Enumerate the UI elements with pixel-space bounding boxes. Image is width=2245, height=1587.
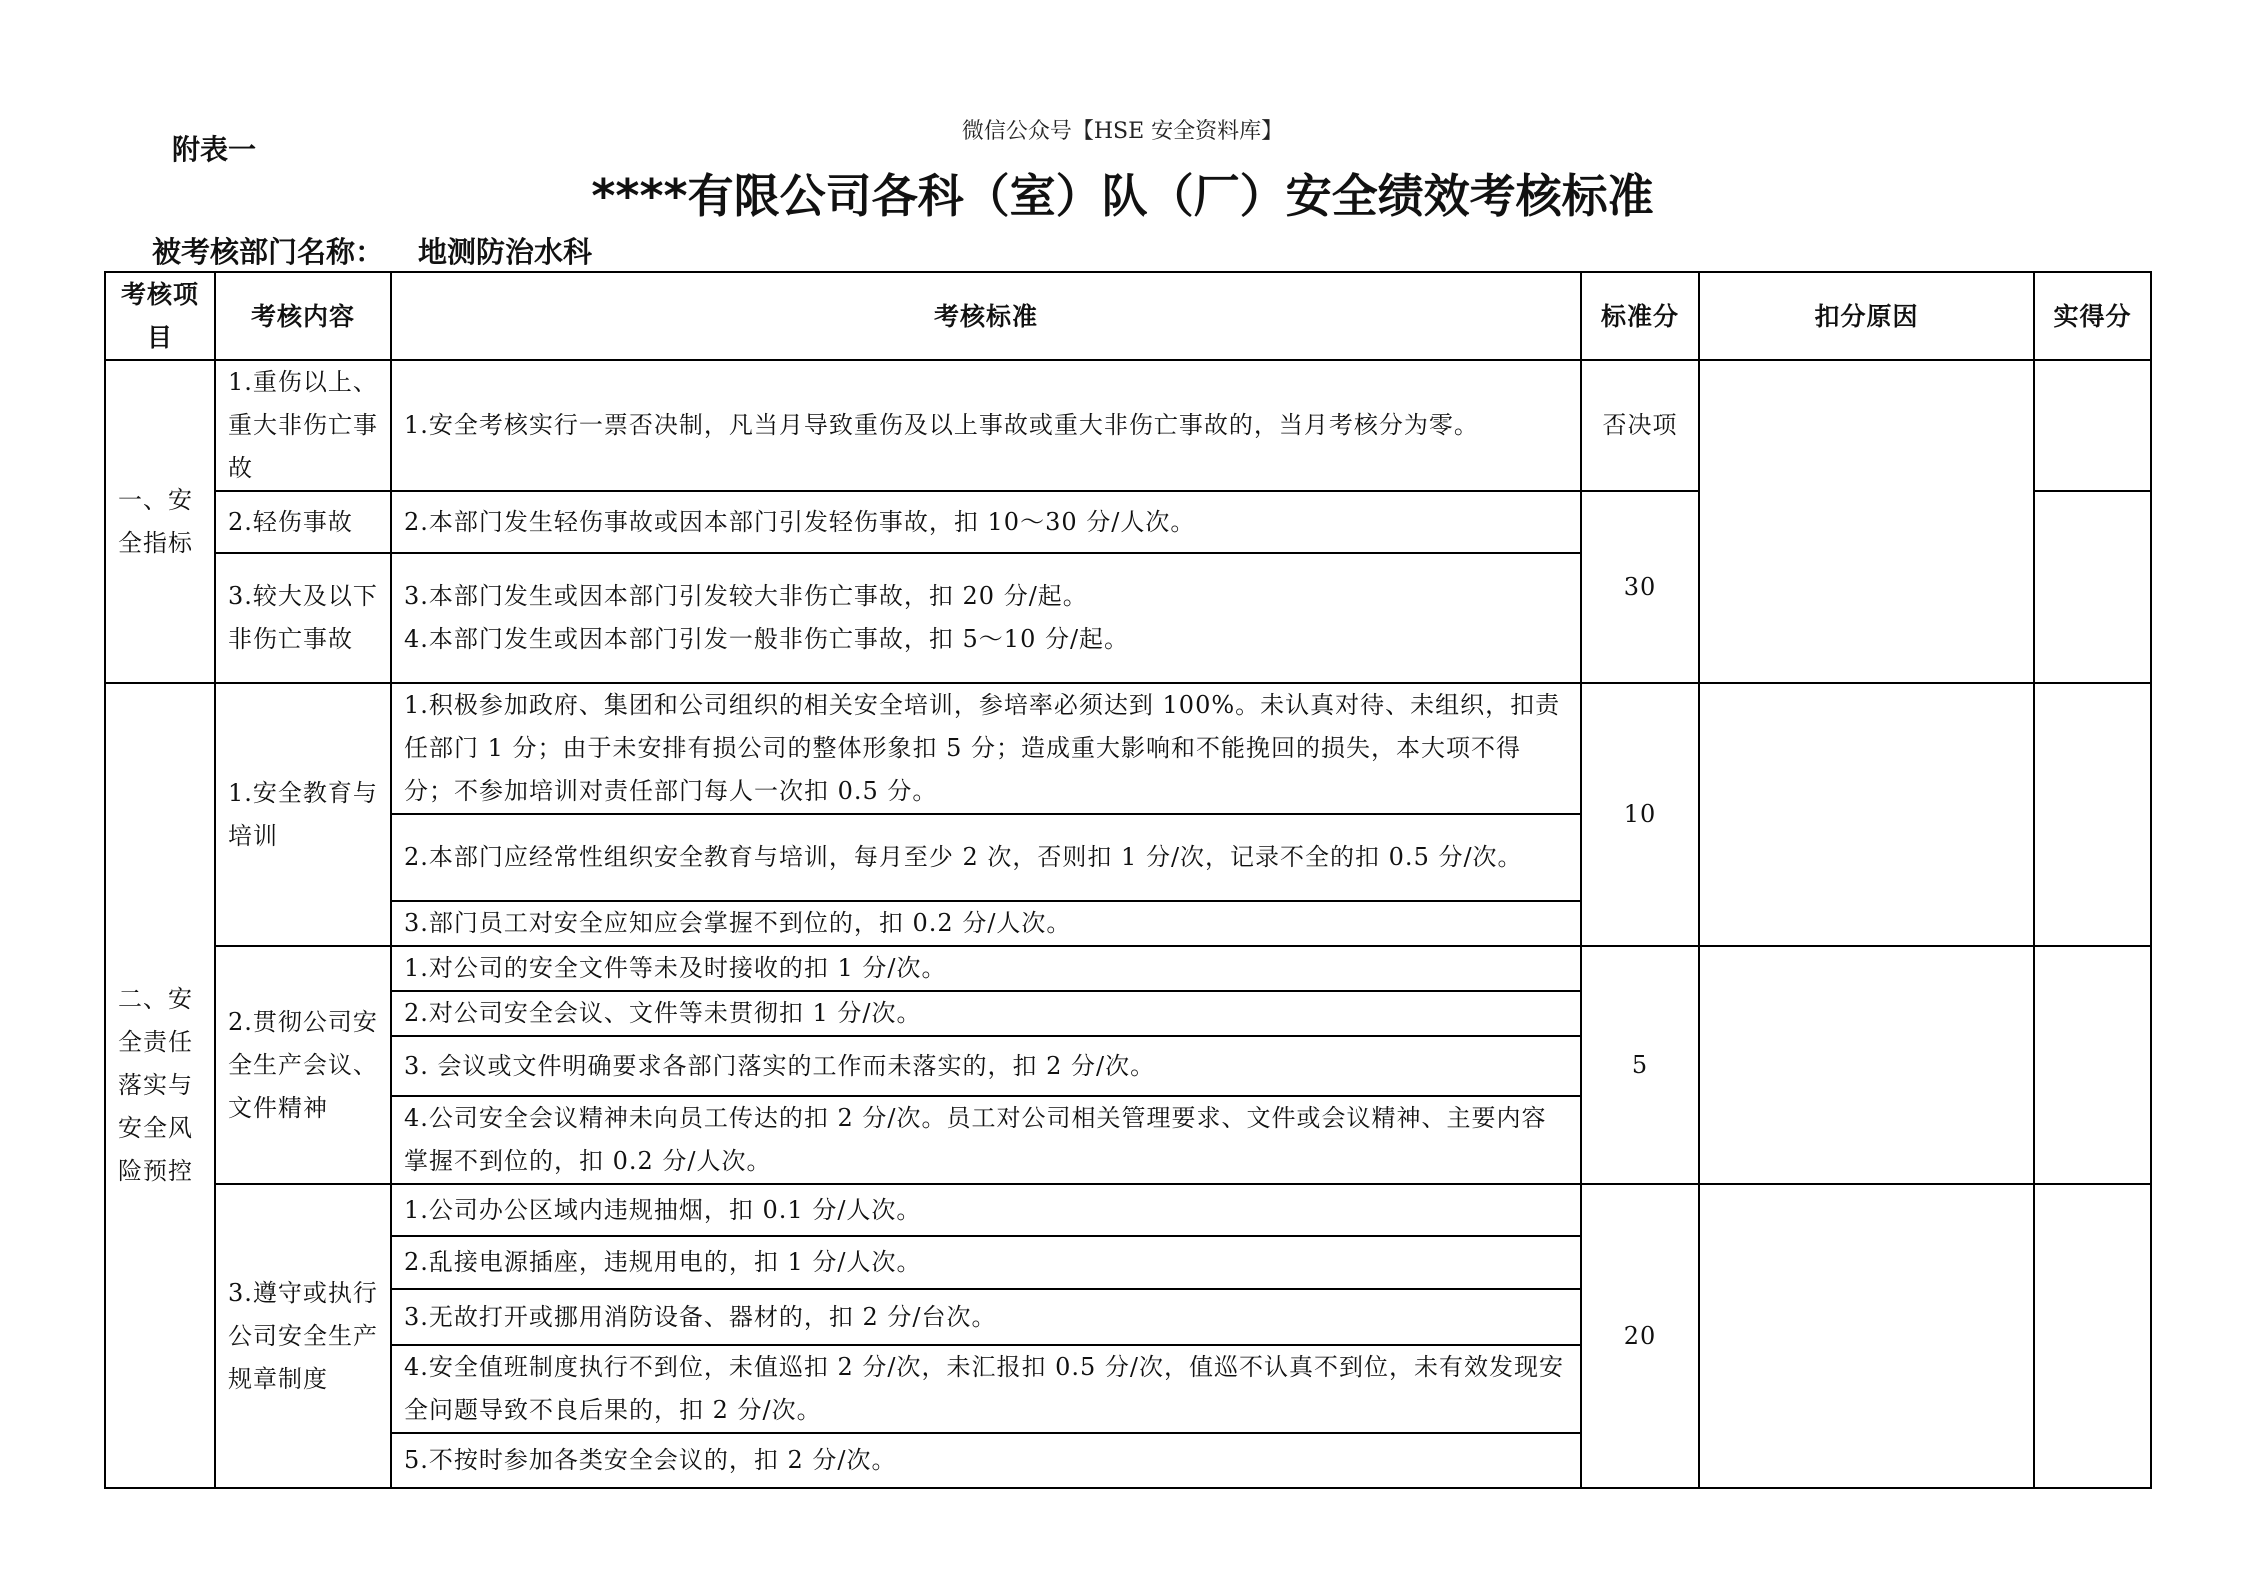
table-row (105, 1184, 2151, 1236)
content-cell: 3.较大及以下非伤亡事故 (215, 553, 391, 683)
actual-score-cell (2034, 1184, 2151, 1488)
content-cell: 1.安全教育与培训 (215, 683, 391, 946)
score-cell: 10 (1581, 683, 1699, 946)
content-cell: 1.重伤以上、重大非伤亡事故 (215, 360, 391, 491)
page-title: ****有限公司各科（室）队（厂）安全绩效考核标准 (591, 169, 1654, 223)
criteria-cell: 4.安全值班制度执行不到位，未值巡扣 2 分/次，未汇报扣 0.5 分/次，值巡不认真不到位，未有效发现安全问题导致不良后果的，扣 2 分/次。 (391, 1345, 1581, 1433)
score-cell: 5 (1581, 946, 1699, 1184)
criteria-cell: 3. 会议或文件明确要求各部门落实的工作而未落实的，扣 2 分/次。 (391, 1036, 1581, 1096)
department-name: 地测防治水科 (418, 235, 593, 269)
content-cell: 3.遵守或执行公司安全生产规章制度 (215, 1184, 391, 1488)
criteria-cell: 4.公司安全会议精神未向员工传达的扣 2 分/次。员工对公司相关管理要求、文件或会议精神、主要内容掌握不到位的，扣 0.2 分/人次。 (391, 1096, 1581, 1184)
actual-score-cell (2034, 360, 2151, 491)
header-content: 考核内容 (215, 272, 391, 360)
reason-cell (1699, 360, 2034, 683)
actual-score-cell (2034, 946, 2151, 1184)
header-item: 考核项目 (105, 272, 215, 360)
header-reason: 扣分原因 (1699, 272, 2034, 360)
header-score: 标准分 (1581, 272, 1699, 360)
header-row (105, 272, 2151, 360)
criteria-cell: 2.本部门发生轻伤事故或因本部门引发轻伤事故，扣 10～30 分/人次。 (391, 491, 1581, 553)
section-title: 一、安全指标 (105, 360, 215, 683)
department-line (152, 230, 592, 271)
criteria-cell: 5.不按时参加各类安全会议的，扣 2 分/次。 (391, 1433, 1581, 1488)
reason-cell (1699, 683, 2034, 946)
table-row (105, 683, 2151, 814)
header-standard: 考核标准 (391, 272, 1581, 360)
actual-score-cell (2034, 491, 2151, 683)
department-label: 被考核部门名称： (152, 235, 385, 269)
criteria-cell: 2.对公司安全会议、文件等未贯彻扣 1 分/次。 (391, 991, 1581, 1036)
score-cell: 30 (1581, 491, 1699, 683)
reason-cell (1699, 946, 2034, 1184)
actual-score-cell (2034, 683, 2151, 946)
criteria-cell: 3.部门员工对安全应知应会掌握不到位的，扣 0.2 分/人次。 (391, 901, 1581, 946)
criteria-cell: 1.对公司的安全文件等未及时接收的扣 1 分/次。 (391, 946, 1581, 991)
criteria-line: 3.本部门发生或因本部门引发较大非伤亡事故，扣 20 分/起。 (404, 582, 1088, 610)
table-row (105, 946, 2151, 991)
table-row (105, 360, 2151, 491)
criteria-cell: 1.公司办公区域内违规抽烟，扣 0.1 分/人次。 (391, 1184, 1581, 1236)
reason-cell (1699, 1184, 2034, 1488)
criteria-line: 4.本部门发生或因本部门引发一般非伤亡事故，扣 5～10 分/起。 (404, 625, 1130, 653)
criteria-cell: 3.无故打开或挪用消防设备、器材的，扣 2 分/台次。 (391, 1289, 1581, 1345)
content-cell: 2.轻伤事故 (215, 491, 391, 553)
criteria-cell: 2.本部门应经常性组织安全教育与培训，每月至少 2 次，否则扣 1 分/次，记录不全的扣 0.5 分/次。 (391, 814, 1581, 901)
score-cell: 20 (1581, 1184, 1699, 1488)
section-title: 二、安全责任落实与安全风险预控 (105, 683, 215, 1488)
criteria-cell (391, 553, 1581, 683)
watermark-text: 微信公众号【HSE 安全资料库】 (961, 119, 1284, 144)
criteria-cell: 1.积极参加政府、集团和公司组织的相关安全培训，参培率必须达到 100%。未认真对待、未组织，扣责任部门 1 分；由于未安排有损公司的整体形象扣 5 分；造成重大影响和不能挽回的损失，本大项不得分；不参加培训对责任部门每人一次扣 0.5 分。 (391, 683, 1581, 814)
assessment-table (104, 271, 2152, 1489)
criteria-cell: 2.乱接电源插座，违规用电的，扣 1 分/人次。 (391, 1236, 1581, 1289)
content-cell: 2.贯彻公司安全生产会议、文件精神 (215, 946, 391, 1184)
header-actual: 实得分 (2034, 272, 2151, 360)
criteria-cell: 1.安全考核实行一票否决制，凡当月导致重伤及以上事故或重大非伤亡事故的，当月考核分为零。 (391, 360, 1581, 491)
appendix-label: 附表一 (172, 133, 257, 166)
score-cell: 否决项 (1581, 360, 1699, 491)
